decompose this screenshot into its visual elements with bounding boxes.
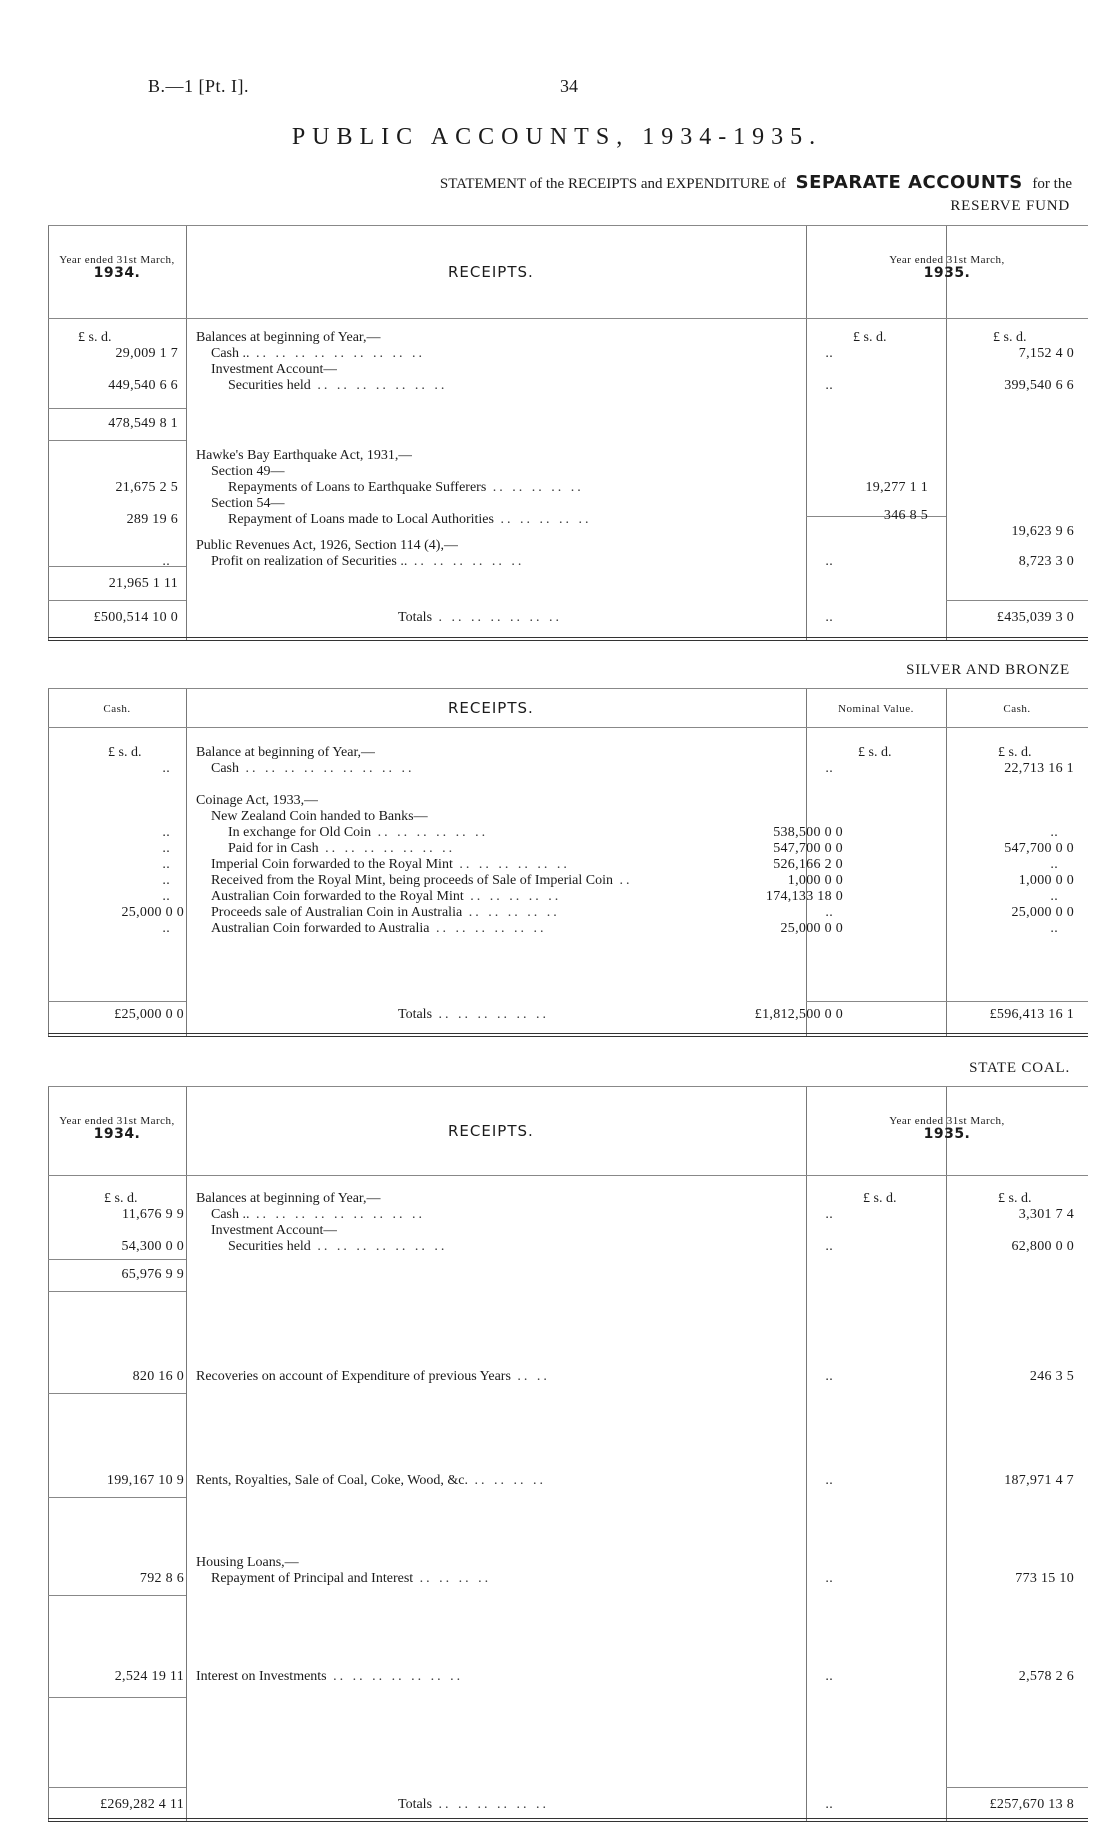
sc-mid-cash: .. xyxy=(825,1207,833,1222)
rf-mid-local-auth: 346 8 5 xyxy=(883,508,928,523)
page-number: 34 xyxy=(560,76,578,96)
sb-right-v2: 547,700 0 0 xyxy=(1004,841,1074,856)
sb-left-col-header: Cash. xyxy=(103,703,131,715)
rf-right-hawkes-total: 19,623 9 6 xyxy=(1011,524,1074,539)
sb-right-v5: .. xyxy=(1050,889,1058,904)
rf-row-hawkes-bay: Hawke's Bay Earthquake Act, 1931,— xyxy=(196,448,413,463)
rf-row-securities: Securities held .. .. .. .. .. .. .. xyxy=(228,378,448,393)
sb-receipts-header: RECEIPTS. xyxy=(448,699,534,717)
sb-mid-v2: 547,700 0 0 xyxy=(773,841,843,856)
sb-row-paid-cash: Paid for in Cash .. .. .. .. .. .. .. xyxy=(228,841,456,856)
sb-right-v1: .. xyxy=(1050,825,1058,840)
sb-right-v4: 1,000 0 0 xyxy=(1018,873,1074,888)
reserve-fund-table xyxy=(48,225,1088,641)
sb-right-v6: 25,000 0 0 xyxy=(1011,905,1074,920)
sc-left-subtotal: 65,976 9 9 xyxy=(121,1267,184,1282)
rf-mid-total: .. xyxy=(825,610,833,625)
rf-left-securities: 449,540 6 6 xyxy=(108,378,178,393)
sc-right-cash: 3,301 7 4 xyxy=(1018,1207,1074,1222)
sc-right-interest: 2,578 2 6 xyxy=(1018,1669,1074,1684)
page-title: PUBLIC ACCOUNTS, 1934-1935. xyxy=(291,124,823,150)
sc-mid-recoveries: .. xyxy=(825,1369,833,1384)
silver-bronze-title: SILVER AND BRONZE xyxy=(906,662,1070,678)
sc-row-securities: Securities held .. .. .. .. .. .. .. xyxy=(228,1239,448,1254)
sb-row-cash: Cash .. .. .. .. .. .. .. .. .. xyxy=(211,761,415,776)
rf-left-col-header: Year ended 31st March, 1934. xyxy=(59,254,175,281)
sc-left-interest: 2,524 19 11 xyxy=(114,1669,184,1684)
sb-right-lsd-head: £ s. d. xyxy=(998,745,1032,760)
sc-mid-securities: .. xyxy=(825,1239,833,1254)
rf-row-local-auth: Repayment of Loans made to Local Authorities .. .. .. .. .. xyxy=(228,512,592,527)
rf-right-lsd-head: £ s. d. xyxy=(993,330,1027,345)
sb-mid-v1: 538,500 0 0 xyxy=(773,825,843,840)
rf-mid-cash: .. xyxy=(825,346,833,361)
sb-right-v3: .. xyxy=(1050,857,1058,872)
statement-subtitle xyxy=(440,172,1072,193)
rf-right-total: £435,039 3 0 xyxy=(996,610,1074,625)
rf-right-col-header: Year ended 31st March, 1935. xyxy=(889,254,1005,281)
sb-row-proceeds: Proceeds sale of Australian Coin in Australia .. .. .. .. .. xyxy=(211,905,560,920)
rf-row-profit: Profit on realization of Securities .. .. .. .. .. .. .. xyxy=(211,554,525,569)
sb-mid-v7: 25,000 0 0 xyxy=(780,921,843,936)
sc-mid-housing: .. xyxy=(825,1571,833,1586)
rf-left-earthquake-subtotal: 21,965 1 11 xyxy=(108,576,178,591)
rf-mid-lsd-head: £ s. d. xyxy=(853,330,887,345)
sb-mid-lsd-head: £ s. d. xyxy=(858,745,892,760)
sb-left-v5: .. xyxy=(162,889,170,904)
rf-row-repayments: Repayments of Loans to Earthquake Sufferers .. .. .. .. .. xyxy=(228,480,584,495)
sc-right-securities: 62,800 0 0 xyxy=(1011,1239,1074,1254)
sb-totals-label: Totals .. .. .. .. .. .. xyxy=(398,1007,550,1022)
state-coal-title: STATE COAL. xyxy=(969,1060,1070,1076)
sc-row-balances: Balances at beginning of Year,— xyxy=(196,1191,381,1206)
sb-mid-total: £1,812,500 0 0 xyxy=(754,1007,843,1022)
sc-row-interest: Interest on Investments .. .. .. .. .. .. .. xyxy=(196,1669,464,1684)
sc-left-cash: 11,676 9 9 xyxy=(122,1207,184,1222)
rf-row-cash: Cash .. .. .. .. .. .. .. .. .. .. xyxy=(211,346,425,361)
sc-left-recoveries: 820 16 0 xyxy=(132,1369,184,1384)
rf-left-lsd-head: £ s. d. xyxy=(78,330,112,345)
state-coal-table xyxy=(48,1086,1088,1822)
sc-mid-lsd-head: £ s. d. xyxy=(863,1191,897,1206)
sb-right-total: £596,413 16 1 xyxy=(989,1007,1074,1022)
sc-mid-interest: .. xyxy=(825,1669,833,1684)
sc-right-housing: 773 15 10 xyxy=(1015,1571,1074,1586)
rf-right-securities: 399,540 6 6 xyxy=(1004,378,1074,393)
sc-mid-total: .. xyxy=(825,1797,833,1812)
sb-row-coinage-act: Coinage Act, 1933,— xyxy=(196,793,319,808)
sb-mid-v4: 1,000 0 0 xyxy=(787,873,843,888)
sb-left-v7: .. xyxy=(162,921,170,936)
rf-left-profit: .. xyxy=(162,554,170,569)
sc-row-investment: Investment Account— xyxy=(211,1223,338,1238)
sb-left-v2: .. xyxy=(162,841,170,856)
rf-left-local-auth: 289 19 6 xyxy=(126,512,178,527)
sc-left-rents: 199,167 10 9 xyxy=(106,1473,184,1488)
sb-mid-v6: .. xyxy=(825,905,833,920)
sb-row-to-australia: Australian Coin forwarded to Australia .. .. .. .. .. .. xyxy=(211,921,547,936)
sc-row-housing: Housing Loans,— xyxy=(196,1555,299,1570)
rf-row-section-54: Section 54— xyxy=(211,496,285,511)
rf-mid-repayments: 19,277 1 1 xyxy=(865,480,928,495)
subtitle-bold: SEPARATE ACCOUNTS xyxy=(795,172,1023,193)
sb-left-total: £25,000 0 0 xyxy=(114,1007,184,1022)
sb-row-exchange: In exchange for Old Coin .. .. .. .. .. .. xyxy=(228,825,489,840)
rf-left-total: £500,514 10 0 xyxy=(93,610,178,625)
reserve-fund-title: RESERVE FUND xyxy=(950,198,1070,214)
rf-row-public-revenues: Public Revenues Act, 1926, Section 114 (4),— xyxy=(196,538,458,553)
sb-right-open: 22,713 16 1 xyxy=(1004,761,1074,776)
sc-right-col-header: Year ended 31st March, 1935. xyxy=(889,1115,1005,1142)
sb-row-nz-coin: New Zealand Coin handed to Banks— xyxy=(211,809,428,824)
rf-right-profit: 8,723 3 0 xyxy=(1018,554,1074,569)
sc-row-recoveries: Recoveries on account of Expenditure of previous Years .. .. xyxy=(196,1369,550,1384)
sb-row-imperial: Imperial Coin forwarded to the Royal Mint .. .. .. .. .. .. xyxy=(211,857,570,872)
sc-right-recoveries: 246 3 5 xyxy=(1029,1369,1074,1384)
sb-mid-v3: 526,166 2 0 xyxy=(773,857,843,872)
rf-row-section-49: Section 49— xyxy=(211,464,285,479)
sb-right-col-header: Cash. xyxy=(1003,703,1031,715)
sb-row-australian-mint: Australian Coin forwarded to the Royal Mint .. .. .. .. .. xyxy=(211,889,562,904)
sc-row-cash: Cash .. .. .. .. .. .. .. .. .. .. xyxy=(211,1207,425,1222)
rf-left-repayments: 21,675 2 5 xyxy=(115,480,178,495)
sb-left-v3: .. xyxy=(162,857,170,872)
sc-left-securities: 54,300 0 0 xyxy=(121,1239,184,1254)
rf-mid-securities: .. xyxy=(825,378,833,393)
sb-left-lsd-head: £ s. d. xyxy=(108,745,142,760)
rf-receipts-header: RECEIPTS. xyxy=(448,263,534,281)
rf-right-cash: 7,152 4 0 xyxy=(1018,346,1074,361)
page-reference: B.—1 [Pt. I]. xyxy=(148,76,249,96)
sc-left-housing: 792 8 6 xyxy=(139,1571,184,1586)
rf-row-balances: Balances at beginning of Year,— xyxy=(196,330,381,345)
sc-mid-rents: .. xyxy=(825,1473,833,1488)
subtitle-post: for the xyxy=(1032,176,1072,192)
sc-totals-label: Totals .. .. .. .. .. .. xyxy=(398,1797,550,1812)
sb-left-open: .. xyxy=(162,761,170,776)
sc-row-rents: Rents, Royalties, Sale of Coal, Coke, Wood, &c. .. .. .. .. xyxy=(196,1473,546,1488)
sc-left-col-header: Year ended 31st March, 1934. xyxy=(59,1115,175,1142)
subtitle-pre: STATEMENT of the RECEIPTS and EXPENDITURE of xyxy=(439,176,786,192)
rf-left-subtotal: 478,549 8 1 xyxy=(108,416,178,431)
sb-row-received: Received from the Royal Mint, being proceeds of Sale of Imperial Coin .. xyxy=(211,873,633,888)
sc-right-lsd-head: £ s. d. xyxy=(998,1191,1032,1206)
sc-receipts-header: RECEIPTS. xyxy=(448,1122,534,1140)
sb-left-v1: .. xyxy=(162,825,170,840)
rf-row-investment: Investment Account— xyxy=(211,362,338,377)
silver-bronze-table xyxy=(48,688,1088,1037)
sc-left-lsd-head: £ s. d. xyxy=(104,1191,138,1206)
sc-row-repayment: Repayment of Principal and Interest .. .. .. .. xyxy=(211,1571,492,1586)
sb-mid-v5: 174,133 18 0 xyxy=(765,889,843,904)
sb-mid-col-header: Nominal Value. xyxy=(838,703,914,715)
sc-right-total: £257,670 13 8 xyxy=(989,1797,1074,1812)
sc-right-rents: 187,971 4 7 xyxy=(1004,1473,1074,1488)
sb-left-v6: 25,000 0 0 xyxy=(121,905,184,920)
rf-mid-profit: .. xyxy=(825,554,833,569)
sb-row-balance: Balance at beginning of Year,— xyxy=(196,745,376,760)
sc-left-total: £269,282 4 11 xyxy=(100,1797,184,1812)
rf-totals-label: Totals . .. .. .. .. .. .. xyxy=(398,610,563,625)
sb-mid-open: .. xyxy=(825,761,833,776)
sb-right-v7: .. xyxy=(1050,921,1058,936)
sb-left-v4: .. xyxy=(162,873,170,888)
rf-left-cash: 29,009 1 7 xyxy=(115,346,178,361)
